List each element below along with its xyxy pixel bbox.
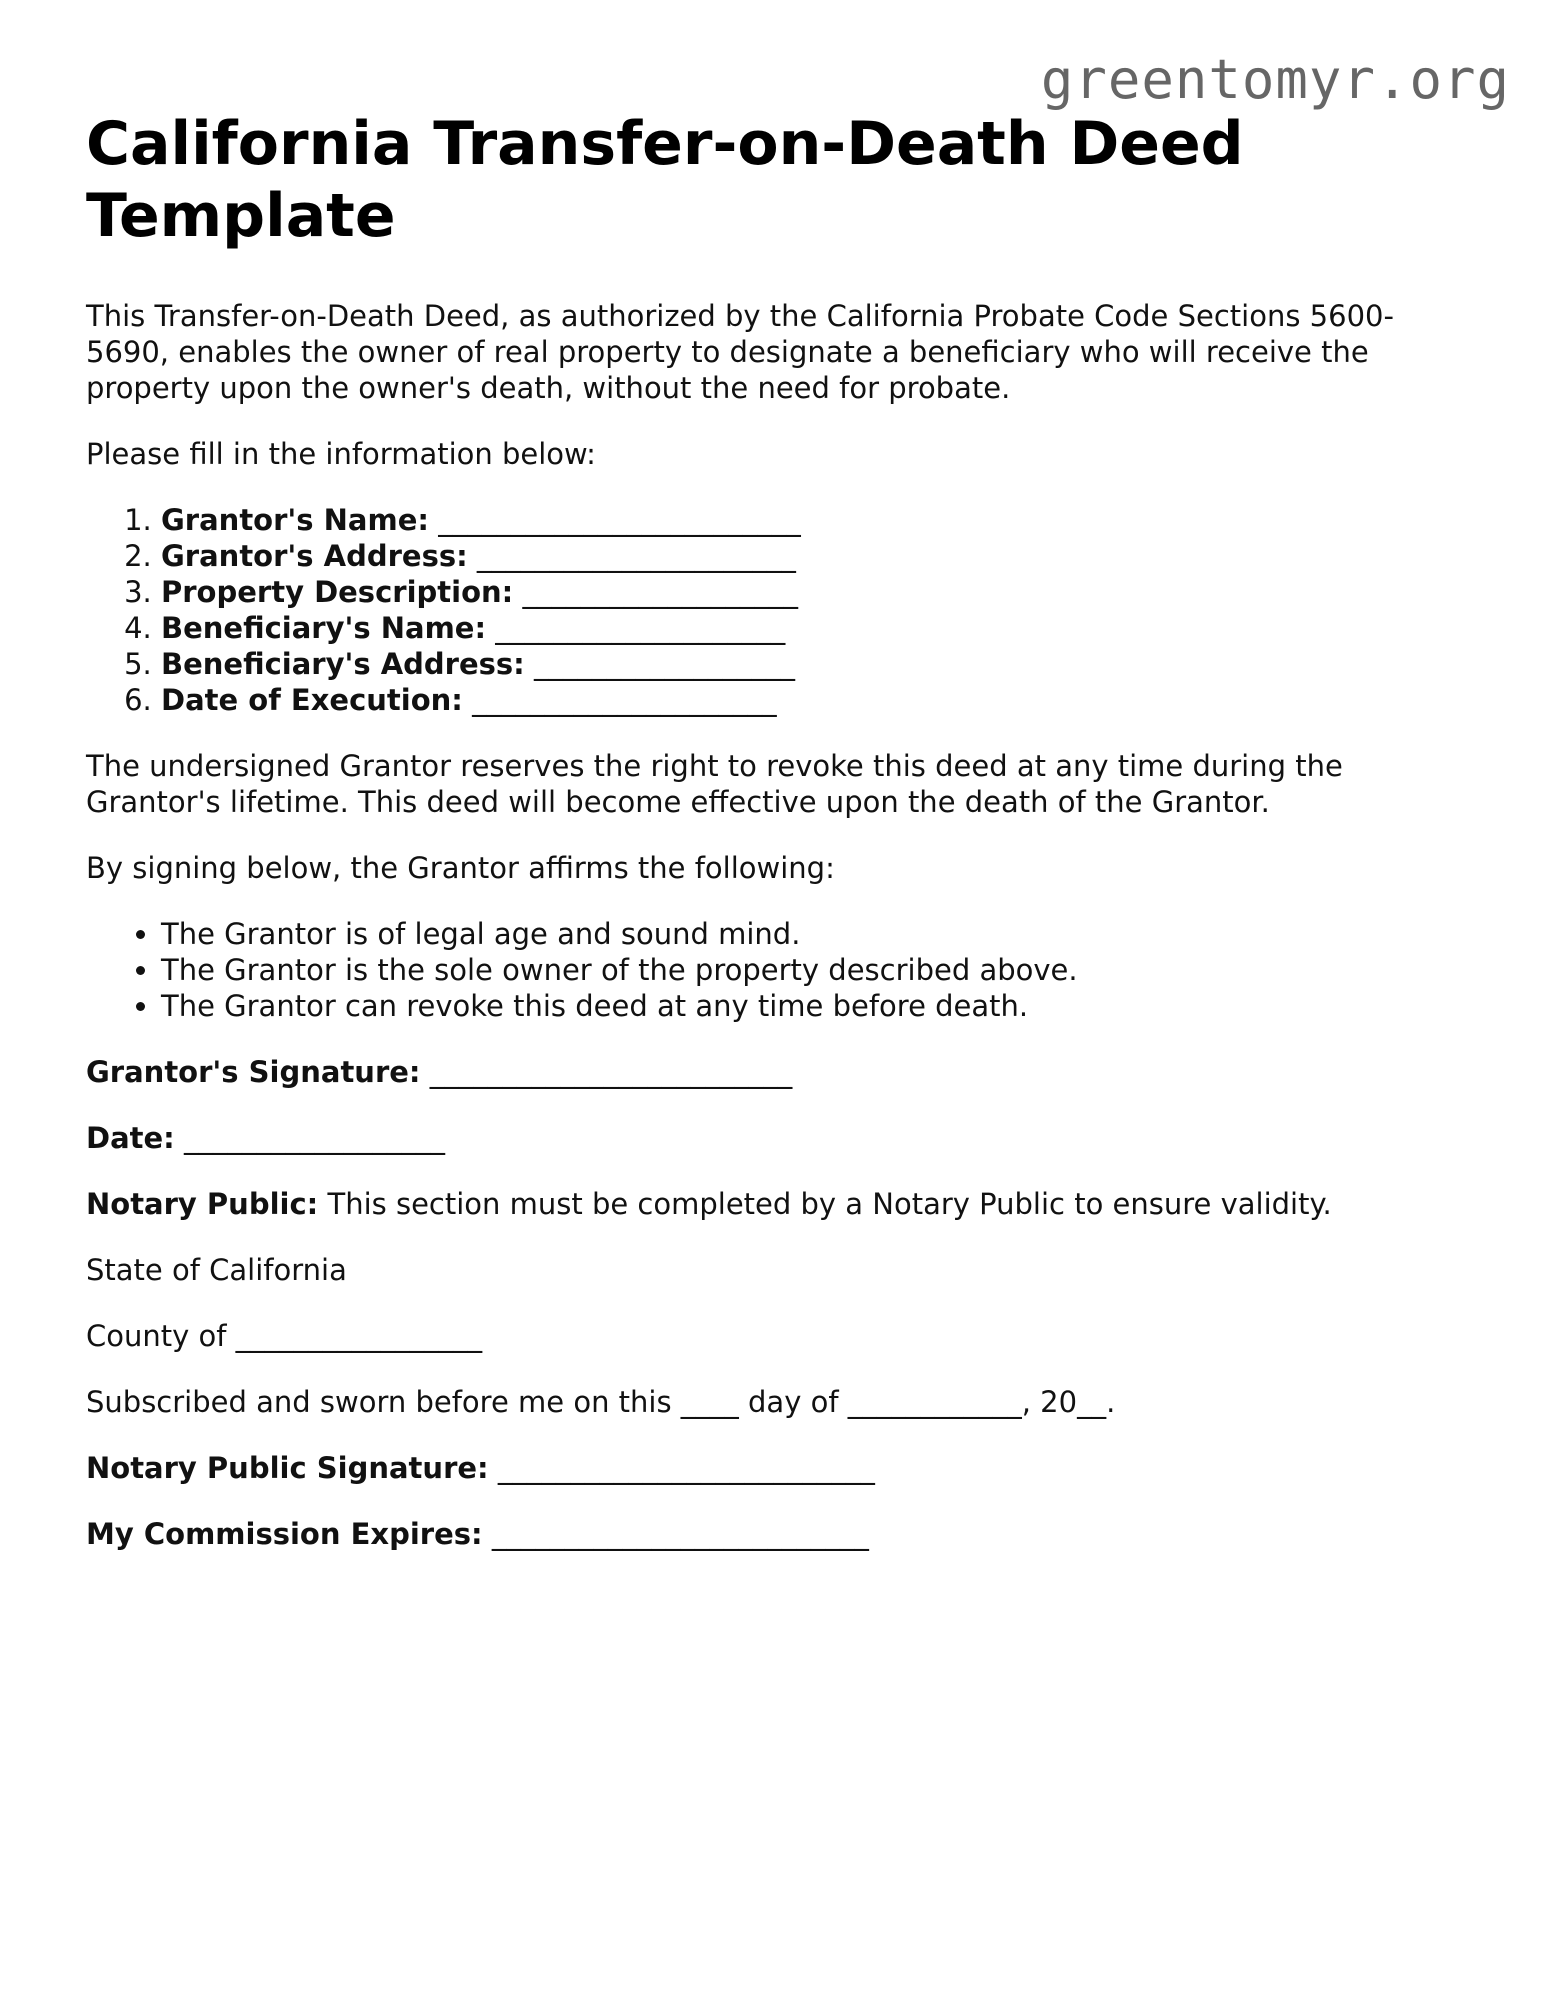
field-label: Date of Execution: [161, 683, 463, 717]
commission-blank: __________________________ [491, 1517, 869, 1551]
grantor-signature-blank: _________________________ [429, 1055, 793, 1089]
field-blank: ____________________ [495, 611, 786, 645]
fill-prompt: Please fill in the information below: [86, 437, 596, 471]
field-list [86, 502, 1476, 718]
field-blank: _____________________ [472, 683, 777, 717]
field-blank: __________________ [534, 647, 795, 681]
notary-signature-label: Notary Public Signature: [86, 1451, 489, 1485]
field-label: Grantor's Name: [161, 503, 429, 537]
list-item: • The Grantor is of legal age and sound mind. [161, 916, 1476, 952]
date-line [86, 1120, 1476, 1156]
list-item [161, 538, 1476, 574]
date-label: Date: [86, 1121, 175, 1155]
list-item [161, 682, 1476, 718]
field-blank: ___________________ [522, 575, 798, 609]
grantor-signature-label: Grantor's Signature: [86, 1055, 421, 1089]
grantor-signature-line [86, 1054, 1476, 1090]
revoke-paragraph: The undersigned Grantor reserves the right to revoke this deed at any time during the Grantor's lifetime. This deed will become effective upon the death of the Grantor. [86, 749, 1343, 819]
list-item [161, 574, 1476, 610]
list-item: • The Grantor is the sole owner of the property described above. [161, 952, 1476, 988]
notary-signature-line [86, 1450, 1476, 1486]
subscribed-line: Subscribed and sworn before me on this ____ day of ____________, 20__. [86, 1385, 1116, 1419]
affirmation-list [86, 916, 1476, 1024]
list-item [161, 610, 1476, 646]
watermark: greentomyr.org [1040, 48, 1510, 111]
field-label: Grantor's Address: [161, 539, 468, 573]
notary-signature-blank: __________________________ [497, 1451, 875, 1485]
field-label: Beneficiary's Address: [161, 647, 525, 681]
state-line: State of California [86, 1253, 347, 1287]
notary-text: This section must be completed by a Notary Public to ensure validity. [318, 1187, 1332, 1221]
date-blank: __________________ [184, 1121, 445, 1155]
list-item [161, 646, 1476, 682]
notary-intro [86, 1186, 1476, 1222]
list-item [161, 502, 1476, 538]
commission-line [86, 1516, 1476, 1552]
list-item: • The Grantor can revoke this deed at any time before death. [161, 988, 1476, 1024]
field-label: Beneficiary's Name: [161, 611, 487, 645]
page-title: California Transfer-on-Death Deed Template [86, 109, 1244, 251]
field-blank: _________________________ [438, 503, 801, 537]
field-blank: ______________________ [476, 539, 796, 573]
affirm-prompt: By signing below, the Grantor affirms the following: [86, 851, 835, 885]
notary-label: Notary Public: [86, 1187, 319, 1221]
field-label: Property Description: [161, 575, 514, 609]
commission-label: My Commission Expires: [86, 1517, 483, 1551]
document-page [86, 108, 1476, 1582]
county-line: County of _________________ [86, 1319, 483, 1353]
intro-paragraph: This Transfer-on-Death Deed, as authorized by the California Probate Code Sections 5600-5690, enables the owner of real property to designate a beneficiary who will receive the property upon the owner's death, without the need for probate. [86, 299, 1394, 405]
